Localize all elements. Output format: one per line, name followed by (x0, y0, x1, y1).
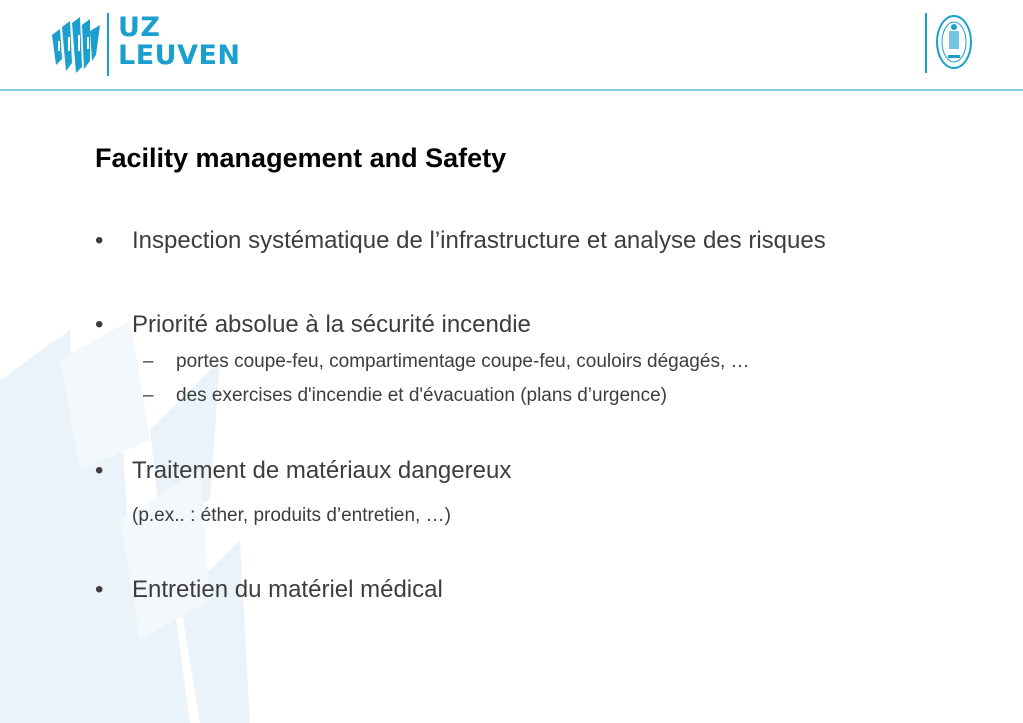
sub-bullet-mark: – (143, 351, 154, 372)
bullet-text: Traitement de matériaux dangereux (132, 457, 512, 484)
bullet-mark: • (95, 576, 104, 603)
sub-bullet-mark: – (143, 385, 154, 406)
bullet-mark: • (95, 227, 104, 254)
slide-title: Facility management and Safety (95, 143, 507, 173)
bullet-text: Inspection systématique de l’infrastructure et analyse des risques (132, 227, 826, 254)
bullet-text: Priorité absolue à la sécurité incendie (132, 311, 531, 338)
sub-bullet-text: des exercises d'incendie et d'évacuation (plans d’urgence) (176, 385, 667, 406)
bullet-mark: • (95, 311, 104, 338)
bullet-mark: • (95, 457, 104, 484)
logo-line-2: LEUVEN (118, 40, 241, 71)
bullet-text: Entretien du matériel médical (132, 576, 443, 603)
sub-bullet-text: portes coupe-feu, compartimentage coupe-feu, couloirs dégagés, … (176, 351, 750, 372)
bullet-note: (p.ex.. : éther, produits d’entretien, …) (132, 505, 451, 526)
logo-line-1: UZ (118, 12, 161, 43)
